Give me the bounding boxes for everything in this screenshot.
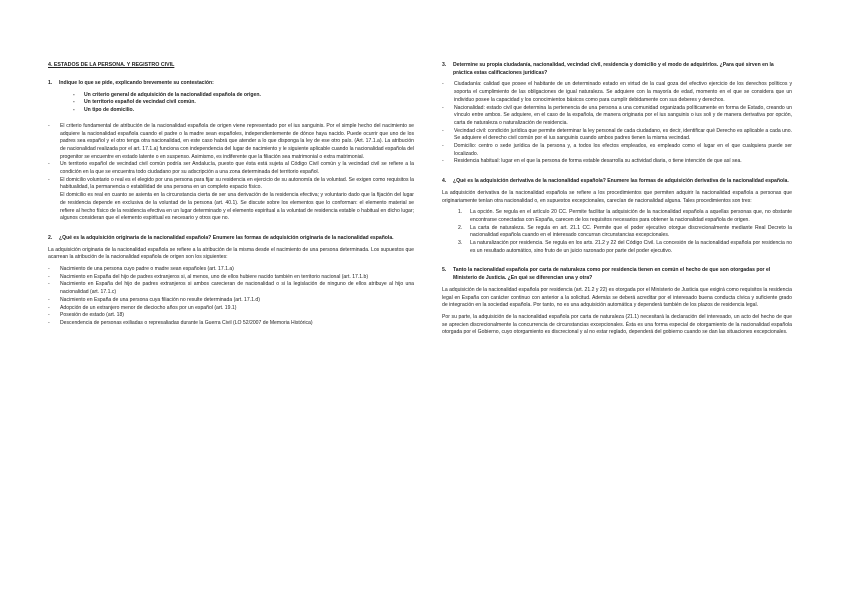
answer-text: El domicilio es real en cuanto se asienta en la circunstancia cierta de ser una derivación de la residencia efectiva; y voluntario dado que la fijación del lugar de residencia depende en exclusiva de la voluntad de la persona (art. 40.1). Se discute sobre los elementos que lo conforman: el elemento material se refiere al hecho físico de la residencia efectiva en un lugar determinado y el elemento espiritual a la voluntad de residencia estable o habitual en dicho lugar; algunos consideran que el elemento espiritual es necesario y otros que no. <box>60 192 414 222</box>
list-item: - Descendencia de personas exiliadas o represaliadas durante la Guerra Civil (LO 52/2007 de Memoria Histórica) <box>48 319 313 326</box>
question-5-paragraph: La adquisición de la nacionalidad española por residencia (art. 21.2 y 22) es otorgada por el Ministerio de Justicia que exigirá como requisitos la residencia legal en España con carácter continuo con anterior a la solicitud. Además se deberá acreditar por el interesado buena conducta cívica y suficiente grado de integración en la sociedad española. Por tanto, no es una adquisición automática y dependerá también de los plazos de residencia legal. <box>442 286 792 309</box>
answer-text: El domicilio voluntario o real es el elegido por una persona para fijar su residencia en ejercicio de su autonomía de la voluntad. Se exigen como requisitos la habitualidad, la permanencia o estabilidad de una persona en un completo espacio físico. <box>60 176 414 191</box>
list-item: - Nacimiento de una persona cuyo padre o madre sean españoles (art. 17.1.a) <box>48 266 234 273</box>
subitem: - Un tipo de domicilio. <box>73 107 414 115</box>
list-item: - Un territorio español de vecindad civil común podría ser Andalucía, puesto que ésta está sujeta al Código Civil común y la vecindad civil se refiere a la condición en la que se encuentra todo ciudadano por su adscripción a una zona determinada del territorio español. <box>48 161 414 176</box>
question-1 <box>48 80 414 88</box>
list-item: - Vecindad civil: condición jurídica que permite determinar la ley personal de cada ciudadano, es decir, identificar qué Derecho es aplicable a cada uno. Se adquiere el derecho civil común por el ius sanguinis cuando ambos padres tienen la misma vecindad. <box>442 127 792 142</box>
question-4-list <box>458 209 792 255</box>
question-text: Indique lo que se pide, explicando brevemente su contestación: <box>59 80 214 86</box>
question-number: 5. <box>442 267 447 274</box>
question-4 <box>442 178 792 186</box>
list-item: - El domicilio voluntario o real es el elegido por una persona para fijar su residencia en ejercicio de su autonomía de la voluntad. Se exigen como requisitos la habitualidad, la permanencia o estabilidad de una persona en un completo espacio físico. <box>48 176 414 191</box>
answer-text: El criterio fundamental de atribución de la nacionalidad española de origen viene representado por el ius sanguinis. Por el simple hecho del nacimiento se adquiere la nacionalidad española cuando el padre o la madre sean españoles, independientemente de dónce haya nacido. Puede ocurrir que uno de los padres sea español y el otro tenga otra nacionalidad, en este caso habrá que atender a lo que disponga la ley de ese otro país. (Art. 17.1.a). La atribución de nacionalidad realizada por el art. 17.1.a) funciona con independencia del lugar de nacimiento y le siguiente aplicable cuando la nacionalidad española del progenitor se encuentre en estado latente o en suspenso. Asimismo, es indiferente que la filiación sea matrimonial o extra matrimonial. <box>60 122 414 160</box>
question-number: 3. <box>442 62 447 68</box>
list-item: - Domicilio: centro o sede jurídica de la persona y, a todos los efectos empleados, es empleado como el lugar en el que cualquiera puede ser localizado. <box>442 143 792 157</box>
list-item: 2. La carta de naturaleza. Se regula en art. 21.1 CC. Permite que el poder ejecutivo otorgue discrecionalmente mediante Real Decreto la nacionalidad española cuando en el interesado concurran circunstancias excepcionales. <box>458 224 792 239</box>
question-2-intro: La adquisición originaria de la nacionalidad española se refiere a la atribución de la misma desde el nacimiento de una persona determinada. Los supuestos que acarrean la atribución de la nacionalidad española de origen son los siguientes: <box>48 246 414 261</box>
question-1-subitems <box>73 92 414 115</box>
question-text: ¿Qué es la adquisición derivativa de la nacionalidad española? Enumere las formas de adquisición derivativa de la nacionalidad española. <box>453 178 789 185</box>
list-item: - Residencia habitual: lugar en el que la persona de forma estable desarrolla su actividad diaria, o tiene intención de que así sea. <box>442 158 742 165</box>
list-item: - Ciudadanía: calidad que posee el habitante de un determinado estado en virtud de la cual goza del efectivo ejercicio de los derechos políticos y soporta el cumplimiento de las obligaciones de igual naturaleza. Se adquiere con la mayoría de edad, momento en el que se considera que un individuo posee la capacidad y los conocimientos básicos como para cumplir debidamente con sus deberes y derechos. <box>442 81 792 103</box>
question-text: ¿Qué es la adquisición originaria de la nacionalidad española? Enumere las formas de adquisición originaria de la nacionalidad española. <box>59 234 394 241</box>
list-item: - Posesión de estado (art. 18) <box>48 312 124 319</box>
list-item: 3. La naturalización por residencia. Se regula en los arts. 21.2 y 22 del Código Civil. La concesión de la nacionalidad española por residencia no es un resultado automático, sino fruto de un juicio razonado por parte del poder ejecutivo. <box>458 240 792 254</box>
question-3-list <box>442 81 792 166</box>
subitem: - Un criterio general de adquisición de la nacionalidad española de origen. <box>73 92 414 100</box>
right-page <box>424 0 848 599</box>
question-text: Tanto la nacionalidad española por carta de naturaleza como por residencia tienen en común el hecho de que son otorgadas por el Ministerio de Justicia. ¿En qué se diferencian una y otra? <box>453 267 771 282</box>
question-1-answers <box>48 123 414 223</box>
answer-text: Un territorio español de vecindad civil común podría ser Andalucía, puesto que ésta está sujeta al Código Civil común y la vecindad civil se refiere a la condición en la que se encuentra todo ciudadano por su adscripción a una zona determinada del territorio español. <box>60 161 414 176</box>
list-item: - Nacimiento en España de una persona cuya filiación no resulte determinada (art. 17.1.d) <box>48 296 260 303</box>
section-title: 4. ESTADOS DE LA PERSONA. Y REGISTRO CIVIL <box>48 62 175 68</box>
question-5 <box>442 267 792 282</box>
list-item <box>48 192 414 223</box>
question-text: Determine su propia ciudadanía, nacionalidad, vecindad civil, residencia y domicilio y el modo de adquirirlos. ¿Para qué sirven en la práctica estas calificaciones jurídicas? <box>453 62 774 76</box>
question-3 <box>442 62 792 77</box>
question-number: 4. <box>442 178 447 185</box>
question-5-paragraph: Por su parte, la adquisición de la nacionalidad española por carta de naturaleza (21.1) necesitará la declaración del interesado, un acto del hecho de que se aprecien discrecionalmente la concurrencia de circunstancias excepcionales. Ésta es una forma especial de otorgamiento de la nacionalidad española otorgada por el Gobierno, cuyo otorgamiento es discrecional y al no estar reglado, dependerá del gobierno cuando se dan las situaciones excepcionales. <box>442 313 792 336</box>
question-number: 1. <box>48 80 53 86</box>
list-item: - Nacionalidad: estado civil que determina la pertenencia de una persona a una comunidad organizada políticamente en forma de Estado, creando un vínculo entre ambos. Se adquiere, en el caso de la española, de manera originaria por el ius sanguinis o ius soli y de manera derivativa por opción, carta de naturaleza o naturalización de residencia. <box>442 104 792 126</box>
list-item: - Adopción de un extranjero menor de dieciocho años por un español (art. 19.1) <box>48 304 237 311</box>
question-4-intro: La adquisición derivativa de la nacionalidad española se refiere a los procedimientos que permiten adquirir la nacionalidad española a personas que originariamente tenían otra nacionalidad o, en supuestos excepcionales, carecían de nacionalidad alguna. Tales procedimientos son tres: <box>442 189 792 204</box>
subitem: - Un territorio español de vecindad civil común. <box>73 99 414 107</box>
question-2 <box>48 235 414 243</box>
question-2-list <box>48 266 414 328</box>
list-item: 1. La opción. Se regula en el artículo 20 CC. Permite facilitar la adquisición de la nacionalidad española a aquellas personas que, no obstante encontrarse conectadas con España, carecen de los requisitos necesarios para obtener la nacionalidad española de origen. <box>458 209 792 223</box>
list-item: - Nacimiento en España del hijo de padres extranjeros si, al menos, uno de ellos hubiere nacido también en territorio nacional (art. 17.1.b) <box>48 273 369 280</box>
list-item: - Nacimiento en España del hijo de padres extranjeros si ambos carecieran de nacionalidad o si la legislación de ninguno de ellos atribuye al hijo una nacionalidad (art. 17.1.c) <box>48 281 414 296</box>
question-number: 2. <box>48 234 53 241</box>
list-item: - El criterio fundamental de atribución de la nacionalidad española de origen viene representado por el ius sanguinis. Por el simple hecho del nacimiento se adquiere la nacionalidad española cuando el padre o la madre sean españoles, independientemente de dónce haya nacido. Puede ocurrir que uno de los padres sea español y el otro tenga otra nacionalidad, en este caso habrá que atender a lo que disponga la ley de ese otro país. (Art. 17.1.a). La atribución de nacionalidad realizada por el art. 17.1.a) funciona con independencia del lugar de nacimiento y le siguiente aplicable cuando la nacionalidad española del progenitor se encuentre en estado latente o en suspenso. Asimismo, es indiferente que la filiación sea matrimonial o extra matrimonial. <box>48 122 414 160</box>
